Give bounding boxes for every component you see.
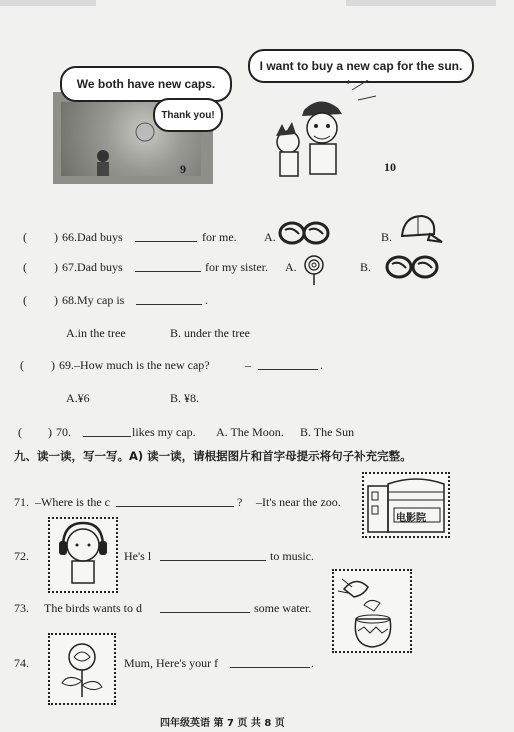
glasses-icon [277, 218, 331, 248]
q74-text-end: . [311, 656, 314, 670]
q66-paren-open: ( [23, 230, 27, 244]
q67-blank[interactable] [135, 261, 201, 272]
q68-paren-open: ( [23, 293, 27, 307]
flower-picture [48, 633, 116, 705]
q69-blank[interactable] [258, 359, 318, 370]
q69-period: . [320, 358, 323, 372]
q74-blank[interactable] [230, 657, 310, 668]
q71-blank[interactable] [116, 496, 234, 507]
speech-bubble-thanks: Thank you! [153, 98, 223, 132]
q73-blank[interactable] [160, 602, 250, 613]
lollipop-icon [303, 254, 325, 286]
q67-paren-close: ) [54, 260, 58, 274]
scan-edge-left [0, 0, 96, 6]
q72-number: 72. [14, 549, 29, 563]
cinema-picture [362, 472, 450, 538]
cap-icon [398, 212, 444, 246]
q71-number: 71. [14, 495, 29, 509]
rose-icon [50, 635, 114, 703]
q66-blank[interactable] [135, 231, 197, 242]
q67-text-end: for my sister. [205, 260, 268, 274]
bird-and-jar-picture [332, 569, 412, 653]
q66-option-a-label: A. [264, 230, 276, 244]
boys-with-caps-icon [268, 80, 378, 184]
q73-text-start: The birds wants to d [44, 601, 142, 615]
q68-text-end: . [205, 293, 208, 307]
q66-text-end: for me. [202, 230, 237, 244]
q70-blank[interactable] [83, 426, 131, 437]
section-9-heading: 九、读一读，写一写。A) 读一读，请根据图片和首字母提示将句子补充完整。 [14, 449, 412, 463]
q67-option-a-label: A. [285, 260, 297, 274]
q70-option-a: A. The Moon. [216, 425, 284, 439]
q68-option-a: A.in the tree [66, 326, 126, 340]
q69-paren-close: ) [51, 358, 55, 372]
picture-number-9: 9 [180, 162, 186, 176]
q68-paren-close: ) [54, 293, 58, 307]
q74-text-start: Mum, Here's your f [124, 656, 219, 670]
picture-number-10: 10 [384, 160, 396, 174]
q71-text-start: –Where is the c [35, 495, 110, 509]
q67-option-b-label: B. [360, 260, 372, 274]
q70-option-b: B. The Sun [300, 425, 355, 439]
cinema-sign: 电影院 [396, 513, 426, 524]
q72-blank[interactable] [160, 550, 266, 561]
q67-text-start: 67.Dad buys [62, 260, 123, 274]
q72-text-end: to music. [270, 549, 314, 563]
cinema-building-icon [364, 474, 448, 536]
q69-option-a: A.¥6 [66, 391, 90, 405]
q66-text-start: 66.Dad buys [62, 230, 123, 244]
headphone-boy-picture [48, 517, 118, 593]
q71-answer: –It's near the zoo. [256, 495, 341, 509]
page-footer: 四年级英语 第 7 页 共 8 页 [160, 718, 285, 729]
q66-paren-close: ) [54, 230, 58, 244]
q69-dash: – [245, 358, 251, 372]
q69-question: 69.–How much is the new cap? [59, 358, 210, 372]
q70-text: likes my cap. [132, 425, 196, 439]
q70-number: 70. [56, 425, 71, 439]
q74-number: 74. [14, 656, 29, 670]
q70-paren-open: ( [18, 425, 22, 439]
bird-icon [334, 571, 410, 651]
headphones-icon [50, 519, 116, 591]
scan-edge-right [346, 0, 496, 6]
q73-text-end: some water. [254, 601, 312, 615]
glasses-icon-b [384, 252, 440, 282]
q72-text-start: He's l [124, 549, 152, 563]
q71-question-mark: ? [237, 495, 243, 509]
q73-number: 73. [14, 601, 29, 615]
q69-option-b: B. ¥8. [170, 391, 200, 405]
q70-paren-close: ) [48, 425, 52, 439]
q68-option-b: B. under the tree [170, 326, 250, 340]
q69-paren-open: ( [20, 358, 24, 372]
q68-blank[interactable] [136, 294, 202, 305]
q68-text-start: 68.My cap is [62, 293, 125, 307]
speech-bubble-sun: I want to buy a new cap for the sun. [248, 49, 474, 83]
q67-paren-open: ( [23, 260, 27, 274]
speech-bubble-caps: We both have new caps. [60, 66, 232, 102]
q66-option-b-label: B. [381, 230, 393, 244]
